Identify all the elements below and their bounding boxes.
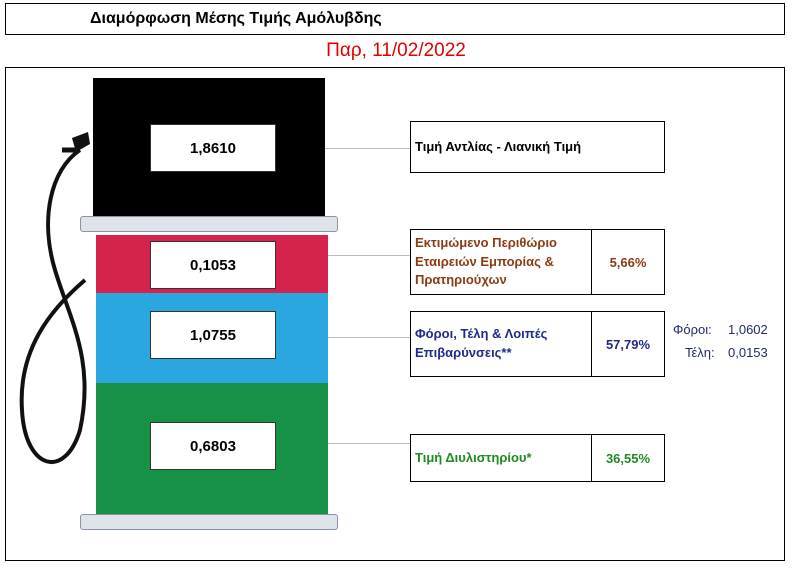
taxes-value: 1,0755 xyxy=(150,311,276,359)
retail-connector xyxy=(325,148,410,149)
taxes-label: Φόροι, Τέλη & Λοιπές Επιβαρύνσεις** xyxy=(415,326,548,360)
retail-label: Τιμή Αντλίας - Λιανική Τιμή xyxy=(415,138,582,154)
margin-value: 0,1053 xyxy=(150,241,276,289)
fees-breakdown-label: Τέλη: xyxy=(685,345,715,360)
margin-percent: 5,66% xyxy=(591,230,664,294)
chart-date: Παρ, 11/02/2022 xyxy=(326,40,466,61)
refinery-label: Τιμή Διυλιστηρίου* xyxy=(415,449,532,465)
refinery-connector xyxy=(328,443,410,444)
refinery-value: 0,6803 xyxy=(150,422,276,470)
taxes-percent: 57,79% xyxy=(591,312,664,376)
chart-title: Διαμόρφωση Μέσης Τιμής Αμόλυβδης xyxy=(90,10,382,27)
retail-info-box xyxy=(410,121,665,173)
bottom-plate xyxy=(80,514,338,530)
taxes-breakdown-label: Φόροι: xyxy=(673,322,712,337)
taxes-breakdown-value: 1,0602 xyxy=(728,322,768,337)
margin-connector xyxy=(328,255,410,256)
taxes-connector xyxy=(328,337,410,338)
retail-value: 1,8610 xyxy=(150,124,276,172)
fees-breakdown-value: 0,0153 xyxy=(728,345,768,360)
margin-info-box xyxy=(410,229,665,295)
margin-label: Εκτιμώμενο Περιθώριο Εταιρειών Εμπορίας & Πρατηριούχων xyxy=(415,234,557,288)
top-plate xyxy=(80,216,338,232)
taxes-info-box xyxy=(410,311,665,377)
refinery-info-box xyxy=(410,434,665,482)
refinery-percent: 36,55% xyxy=(591,435,664,481)
